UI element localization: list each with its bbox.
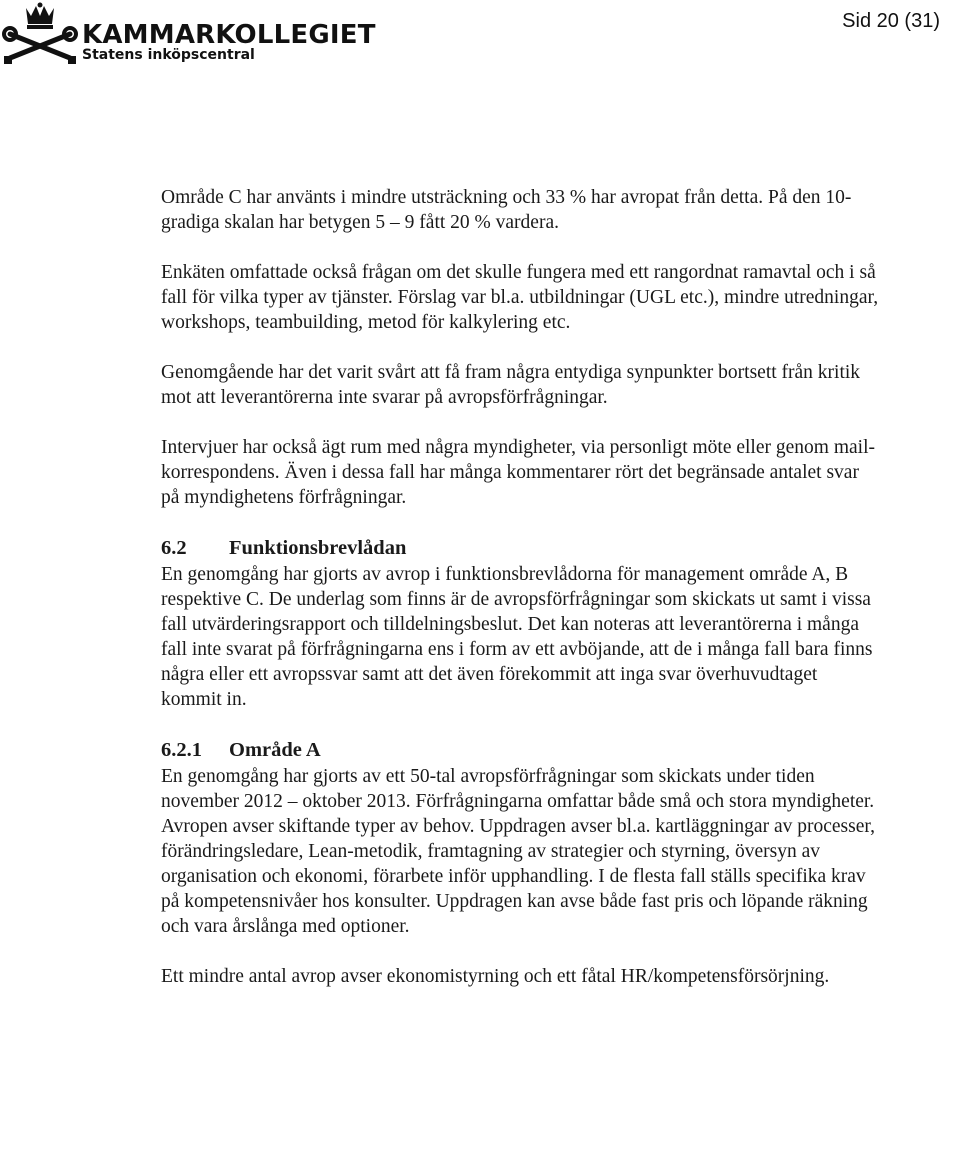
logo-org-subtitle: Statens inköpscentral xyxy=(82,47,255,63)
section-number: 6.2 xyxy=(161,537,187,559)
paragraph: En genomgång har gjorts av ett 50-tal avropsförfrågningar som skickats under tiden november 2012 – oktober 2013. Förfrågningarna omfattar både små och stora myndigheter. Avropen avser skiftande typer av behov. Uppdragen avser bl.a. kartläggningar av processer, förändringsledare, Lean-metodik, framtagning av strategier och styrning, översyn av organisation och ekonomi, förarbete inför upphandling. I de flesta fall ställs specifika krav på kompetensnivåer hos konsulter. Uppdragen kan avse både fast pris och löpande räkning och vara årslånga med optioner. xyxy=(161,766,875,937)
section-title: Område A xyxy=(229,739,321,761)
paragraph: Intervjuer har också ägt rum med några myndigheter, via personligt möte eller genom mail-korrespondens. Även i dessa fall har många kommentarer rört det begränsade antalet svar på myndighetens förfrågningar. xyxy=(161,437,875,508)
section-heading-6-2 xyxy=(161,535,881,562)
crown-keys-icon xyxy=(2,2,78,66)
section-title: Funktionsbrevlådan xyxy=(229,537,407,559)
paragraph: Område C har använts i mindre utsträckning och 33 % har avropat från detta. På den 10-gradiga skalan har betygen 5 – 9 fått 20 % vardera. xyxy=(161,187,852,233)
paragraph: Ett mindre antal avrop avser ekonomistyrning och ett fåtal HR/kompetensförsörjning. xyxy=(161,966,830,987)
document-body xyxy=(161,185,881,1014)
kammarkollegiet-logo xyxy=(0,0,376,68)
section-number: 6.2.1 xyxy=(161,739,202,761)
logo-org-name: KAMMARKOLLEGIET xyxy=(82,20,376,50)
paragraph: Genomgående har det varit svårt att få fram några entydiga synpunkter bortsett från kritik mot att leverantörerna inte svarar på avropsförfrågningar. xyxy=(161,362,861,408)
section-heading-6-2-1 xyxy=(161,737,881,764)
paragraph: Enkäten omfattade också frågan om det skulle fungera med ett rangordnat ramavtal och i så fall för vilka typer av tjänster. Förslag var bl.a. utbildningar (UGL etc.), mindre utredningar, workshops, teambuilding, metod för kalkylering etc. xyxy=(161,262,879,333)
paragraph: En genomgång har gjorts av avrop i funktionsbrevlådorna för management område A, B respektive C. De underlag som finns är de avropsförfrågningar som skickats ut samt i vissa fall utvärderingsrapport och tilldelningsbeslut. Det kan noteras att leverantörerna i många fall inte svarat på förfrågningarna ens i form av ett avböjande, att de i många fall bara finns några eller ett avropssvar samt att det även förekommit att inga svar överhuvudtaget kommit in. xyxy=(161,564,873,710)
page-number: Sid 20 (31) xyxy=(842,10,940,32)
